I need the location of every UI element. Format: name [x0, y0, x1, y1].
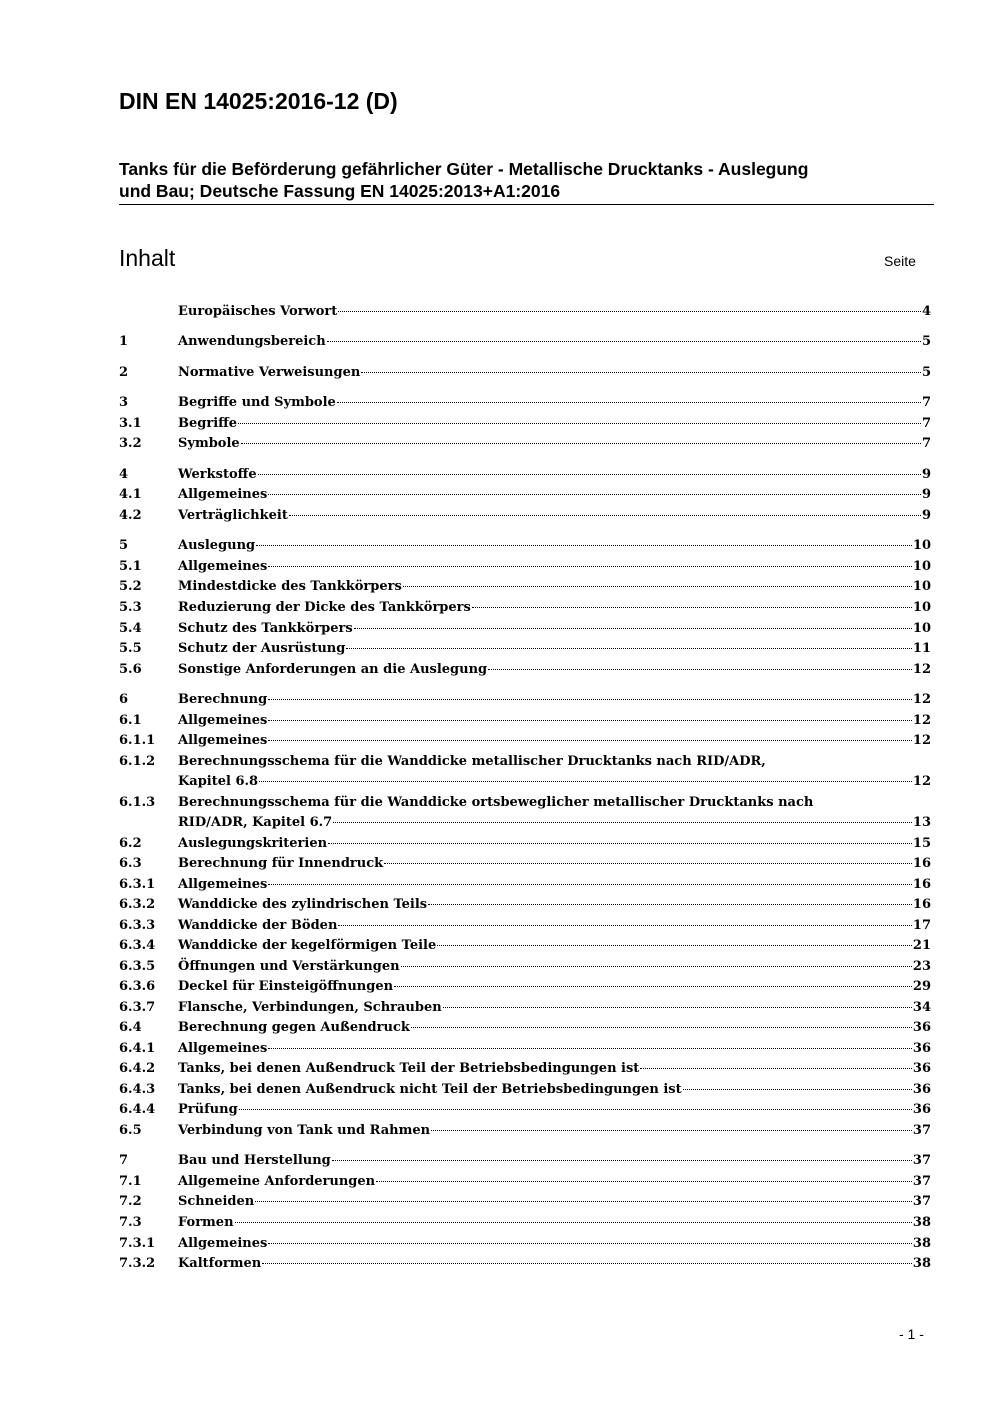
toc-entry-title: Verbindung von Tank und Rahmen: [178, 1123, 431, 1138]
toc-dot-leader: [262, 1263, 912, 1264]
toc-entry[interactable]: [119, 834, 931, 854]
toc-entry-number: 3.1: [119, 416, 142, 431]
toc-entry-number: 7.1: [119, 1174, 142, 1189]
toc-entry-page: 10: [912, 621, 931, 636]
toc-entry-title: Allgemeines: [178, 1041, 268, 1056]
toc-entry-title: Europäisches Vorwort: [178, 304, 338, 319]
toc-entry-number: 5.4: [119, 621, 142, 636]
toc-entry-title: Allgemeines: [178, 487, 268, 502]
toc-entry-body: [178, 302, 931, 322]
toc-entry-number: 6.4.2: [119, 1061, 156, 1076]
toc-entry-body: [178, 711, 931, 731]
toc-dot-leader: [437, 945, 912, 946]
toc-entry-body: [178, 332, 931, 352]
toc-entry-body: [178, 793, 931, 833]
toc-entry-title: Allgemeines: [178, 877, 268, 892]
toc-entry-title: Tanks, bei denen Außendruck Teil der Betriebsbedingungen ist: [178, 1061, 640, 1076]
toc-entry-title: Auslegungskriterien: [178, 836, 328, 851]
toc-dot-leader: [443, 1007, 912, 1008]
toc-entry-body: [178, 619, 931, 639]
toc-entry-page: 15: [912, 836, 931, 851]
toc-entry-number: 6.1.1: [119, 733, 156, 748]
toc-entry-body: [178, 854, 931, 874]
toc-entry-title: Allgemeines: [178, 733, 268, 748]
toc-dot-leader: [255, 1201, 912, 1202]
toc-entry[interactable]: [119, 619, 931, 639]
toc-entry-body: [178, 485, 931, 505]
toc-entry-page: 9: [921, 508, 931, 523]
toc-entry-body: [178, 1100, 931, 1120]
toc-entry-body: [178, 1059, 931, 1079]
toc-entry-title: Bau und Herstellung: [178, 1153, 331, 1168]
toc-entry[interactable]: [119, 1059, 931, 1079]
toc-entry-title: Verträglichkeit: [178, 508, 288, 523]
toc-dot-leader: [268, 720, 912, 721]
toc-entry-number: 3: [119, 395, 129, 410]
toc-dot-leader: [258, 474, 921, 475]
toc-entry-page: 5: [921, 365, 931, 380]
toc-entry-number: 6.3.1: [119, 877, 156, 892]
toc-entry-title: Flansche, Verbindungen, Schrauben: [178, 1000, 442, 1015]
toc-entry-page: 7: [921, 395, 931, 410]
toc-entry-page: 9: [921, 467, 931, 482]
toc-entry[interactable]: [119, 363, 931, 383]
toc-entry-title: Allgemeines: [178, 713, 268, 728]
toc-entry-body: [178, 557, 931, 577]
toc-dot-leader: [640, 1068, 912, 1069]
toc-entry-title: Berechnung: [178, 692, 268, 707]
toc-dot-leader: [256, 545, 912, 546]
toc-entry-body: [178, 393, 931, 413]
toc-entry-body: [178, 1254, 931, 1274]
toc-dot-leader: [238, 423, 921, 424]
toc-entry-number: 1: [119, 334, 129, 349]
toc-entry-title-continued: RID/ADR, Kapitel 6.7: [178, 815, 333, 830]
toc-entry[interactable]: [119, 1213, 931, 1233]
toc-entry-page: 16: [912, 897, 931, 912]
toc-entry-body: [178, 1192, 931, 1212]
toc-entry[interactable]: [119, 998, 931, 1018]
toc-entry-page: 11: [912, 641, 931, 656]
toc-entry-title: Werkstoffe: [178, 467, 257, 482]
toc-entry-body: [178, 414, 931, 434]
toc-entry-number: 6.4: [119, 1020, 142, 1035]
toc-entry-title: Wanddicke der kegelförmigen Teile: [178, 938, 437, 953]
toc-entry-title: Formen: [178, 1215, 234, 1230]
toc-entry-number: 6.4.3: [119, 1082, 156, 1097]
toc-dot-leader: [411, 1027, 912, 1028]
toc-entry-page: 36: [912, 1020, 931, 1035]
toc-entry[interactable]: [119, 414, 931, 434]
toc-entry-page: 4: [921, 304, 931, 319]
toc-entry-number: 6.4.4: [119, 1102, 156, 1117]
toc-dot-leader: [268, 884, 912, 885]
toc-entry-number: 6.4.1: [119, 1041, 156, 1056]
toc-entry[interactable]: [119, 1100, 931, 1120]
toc-entry-body: [178, 1234, 931, 1254]
toc-dot-leader: [259, 781, 912, 782]
toc-entry-number: 6.3.6: [119, 979, 156, 994]
toc-entry-number: 6.1.3: [119, 795, 156, 810]
toc-entry-number: 5.2: [119, 579, 142, 594]
toc-entry-page: 37: [912, 1153, 931, 1168]
toc-entry-title: Tanks, bei denen Außendruck nicht Teil der Betriebsbedingungen ist: [178, 1082, 682, 1097]
toc-entry[interactable]: [119, 1080, 931, 1100]
toc-entry[interactable]: [119, 752, 931, 792]
toc-entry-title-continued: Kapitel 6.8: [178, 774, 259, 789]
toc-dot-leader: [333, 822, 912, 823]
toc-entry-body: [178, 639, 931, 659]
toc-entry[interactable]: [119, 485, 931, 505]
document-title: DIN EN 14025:2016-12 (D): [119, 88, 398, 114]
toc-entry[interactable]: [119, 393, 931, 413]
toc-entry-continuation: [178, 772, 931, 792]
toc-entry-body: [178, 577, 931, 597]
toc-entry-title: Sonstige Anforderungen an die Auslegung: [178, 662, 488, 677]
toc-heading: Inhalt: [119, 245, 176, 271]
toc-entry-body: [178, 977, 931, 997]
toc-dot-leader: [683, 1089, 912, 1090]
toc-entry-title: Wanddicke des zylindrischen Teils: [178, 897, 428, 912]
toc-entry[interactable]: [119, 957, 931, 977]
toc-entry-body: [178, 598, 931, 618]
toc-dot-leader: [337, 402, 921, 403]
toc-entry-number: 5.1: [119, 559, 142, 574]
toc-entry-body: [178, 731, 931, 751]
toc-entry-number: 7.2: [119, 1194, 142, 1209]
toc-entry-page: 37: [912, 1123, 931, 1138]
toc-entry-body: [178, 363, 931, 383]
toc-entry[interactable]: [119, 506, 931, 526]
toc-entry-number: 6.2: [119, 836, 142, 851]
toc-entry-page: 10: [912, 579, 931, 594]
toc-entry-title: Normative Verweisungen: [178, 365, 361, 380]
toc-entry-page: 37: [912, 1194, 931, 1209]
toc-entry-title: Schutz der Ausrüstung: [178, 641, 346, 656]
toc-dot-leader: [328, 843, 912, 844]
toc-entry-number: 2: [119, 365, 129, 380]
toc-entry-body: [178, 957, 931, 977]
toc-dot-leader: [472, 607, 912, 608]
toc-entry-number: 3.2: [119, 436, 142, 451]
toc-entry[interactable]: [119, 793, 931, 833]
toc-entry[interactable]: [119, 1121, 931, 1141]
toc-entry-number: 6.3.5: [119, 959, 156, 974]
toc-dot-leader: [428, 904, 912, 905]
footer-page-number: - 1 -: [899, 1326, 924, 1342]
toc-entry-body: [178, 834, 931, 854]
toc-entry-page: 34: [912, 1000, 931, 1015]
toc-entry-page: 29: [912, 979, 931, 994]
toc-entry-page: 16: [912, 877, 931, 892]
toc-entry[interactable]: [119, 577, 931, 597]
toc-entry-number: 6.3: [119, 856, 142, 871]
toc-dot-leader: [431, 1130, 912, 1131]
toc-entry[interactable]: [119, 536, 931, 556]
toc-entry-title: Allgemeines: [178, 559, 268, 574]
toc-entry-number: 5.6: [119, 662, 142, 677]
toc-entry-title: Auslegung: [178, 538, 256, 553]
toc-entry[interactable]: [119, 302, 931, 322]
toc-entry-page: 10: [912, 600, 931, 615]
toc-entry-number: 6.5: [119, 1123, 142, 1138]
toc-entry-title: Schneiden: [178, 1194, 255, 1209]
toc-entry-body: [178, 434, 931, 454]
toc-entry-title: Berechnung für Innendruck: [178, 856, 384, 871]
toc-dot-leader: [268, 740, 912, 741]
toc-entry-body: [178, 916, 931, 936]
toc-entry-page: 5: [921, 334, 931, 349]
toc-entry[interactable]: [119, 1192, 931, 1212]
toc-dot-leader: [338, 311, 921, 312]
toc-entry[interactable]: [119, 1018, 931, 1038]
toc-entry-page: 38: [912, 1256, 931, 1271]
toc-entry[interactable]: [119, 1234, 931, 1254]
toc-entry-title: Berechnung gegen Außendruck: [178, 1020, 410, 1035]
toc-entry-title: Symbole: [178, 436, 240, 451]
toc-entry-page: 23: [912, 959, 931, 974]
toc-entry-number: 4: [119, 467, 129, 482]
toc-entry[interactable]: [119, 916, 931, 936]
toc-entry-body: [178, 895, 931, 915]
subtitle-line-1: Tanks für die Beförderung gefährlicher Güter - Metallische Drucktanks - Auslegung: [119, 159, 809, 179]
toc-entry[interactable]: [119, 854, 931, 874]
toc-entry-number: 6.3.2: [119, 897, 156, 912]
toc-entry-page: 7: [921, 416, 931, 431]
toc-entry[interactable]: [119, 936, 931, 956]
toc-entry-body: [178, 752, 931, 792]
toc-entry-body: [178, 506, 931, 526]
toc-dot-leader: [327, 341, 921, 342]
toc-entry-page: 38: [912, 1236, 931, 1251]
toc-entry-page: 38: [912, 1215, 931, 1230]
toc-entry-title: Begriffe und Symbole: [178, 395, 336, 410]
toc-dot-leader: [346, 648, 912, 649]
toc-entry-page: 12: [912, 713, 931, 728]
toc-entry-continuation: [178, 813, 931, 833]
toc-dot-leader: [384, 863, 912, 864]
toc-entry-page: 17: [912, 918, 931, 933]
toc-entry-number: 6.1: [119, 713, 142, 728]
toc-dot-leader: [401, 966, 912, 967]
toc-entry-title: Kaltformen: [178, 1256, 262, 1271]
toc-entry[interactable]: [119, 1172, 931, 1192]
toc-entry-number: 4.2: [119, 508, 142, 523]
toc-entry-body: [178, 1151, 931, 1171]
toc-entry-body: [178, 1121, 931, 1141]
toc-entry-page: 36: [912, 1061, 931, 1076]
toc-entry[interactable]: [119, 557, 931, 577]
toc-dot-leader: [403, 586, 912, 587]
toc-entry-number: 6.3.3: [119, 918, 156, 933]
page-column-label: Seite: [884, 253, 916, 269]
toc-entry-title: Begriffe: [178, 416, 238, 431]
toc-entry-page: 21: [912, 938, 931, 953]
toc-entry-page: 9: [921, 487, 931, 502]
toc-entry-title: Mindestdicke des Tankkörpers: [178, 579, 402, 594]
toc-dot-leader: [268, 566, 912, 567]
toc-entry-body: [178, 1018, 931, 1038]
toc-entry-title: Allgemeine Anforderungen: [178, 1174, 376, 1189]
toc-entry-number: 7.3: [119, 1215, 142, 1230]
toc-dot-leader: [376, 1181, 912, 1182]
toc-entry-title: Wanddicke der Böden: [178, 918, 338, 933]
toc-entry[interactable]: [119, 875, 931, 895]
toc-entry[interactable]: [119, 639, 931, 659]
toc-entry[interactable]: [119, 660, 931, 680]
toc-entry-body: [178, 1213, 931, 1233]
toc-entry[interactable]: [119, 1151, 931, 1171]
toc-dot-leader: [488, 669, 912, 670]
toc-dot-leader: [268, 699, 912, 700]
toc-dot-leader: [394, 986, 912, 987]
toc-entry-title: Reduzierung der Dicke des Tankkörpers: [178, 600, 471, 615]
toc-entry-page: 7: [921, 436, 931, 451]
toc-entry-page: 10: [912, 559, 931, 574]
toc-entry-body: [178, 465, 931, 485]
toc-entry[interactable]: [119, 711, 931, 731]
toc-entry-title: Deckel für Einsteigöffnungen: [178, 979, 394, 994]
toc-entry-number: 6.1.2: [119, 754, 156, 769]
toc-entry-body: [178, 660, 931, 680]
toc-entry[interactable]: [119, 731, 931, 751]
toc-dot-leader: [239, 1109, 912, 1110]
toc-entry[interactable]: [119, 332, 931, 352]
toc-entry[interactable]: [119, 690, 931, 710]
toc-entry-body: [178, 875, 931, 895]
toc-entry[interactable]: [119, 465, 931, 485]
toc-entry-number: 6.3.4: [119, 938, 156, 953]
subtitle-line-2: und Bau; Deutsche Fassung EN 14025:2013+A1:2016: [119, 181, 561, 201]
toc-entry-body: [178, 536, 931, 556]
toc-entry-number: 5: [119, 538, 129, 553]
toc-entry-page: 12: [912, 774, 931, 789]
toc-entry-page: 36: [912, 1102, 931, 1117]
toc-entry-body: [178, 1172, 931, 1192]
toc-dot-leader: [235, 1222, 912, 1223]
toc-dot-leader: [268, 494, 921, 495]
toc-entry-page: 10: [912, 538, 931, 553]
toc-dot-leader: [332, 1160, 912, 1161]
toc-entry-number: 7: [119, 1153, 129, 1168]
toc-entry[interactable]: [119, 895, 931, 915]
toc-entry[interactable]: [119, 977, 931, 997]
toc-entry-body: [178, 690, 931, 710]
table-of-contents: [119, 0, 931, 1403]
toc-entry-page: 36: [912, 1082, 931, 1097]
toc-entry-number: 5.3: [119, 600, 142, 615]
toc-dot-leader: [241, 443, 921, 444]
toc-dot-leader: [361, 372, 921, 373]
toc-entry-body: [178, 998, 931, 1018]
toc-dot-leader: [268, 1243, 912, 1244]
toc-entry-page: 12: [912, 692, 931, 707]
toc-dot-leader: [289, 515, 921, 516]
toc-entry[interactable]: [119, 1039, 931, 1059]
toc-entry-title: Prüfung: [178, 1102, 238, 1117]
toc-entry-number: 6: [119, 692, 129, 707]
toc-entry-title: Berechnungsschema für die Wanddicke metallischer Drucktanks nach RID/ADR,: [178, 754, 766, 769]
toc-entry-page: 36: [912, 1041, 931, 1056]
toc-entry-number: 7.3.1: [119, 1236, 156, 1251]
toc-entry-body: [178, 936, 931, 956]
toc-entry-number: 4.1: [119, 487, 142, 502]
toc-entry-page: 37: [912, 1174, 931, 1189]
toc-entry-title: Anwendungsbereich: [178, 334, 326, 349]
toc-entry-number: 5.5: [119, 641, 142, 656]
toc-entry-title: Öffnungen und Verstärkungen: [178, 959, 400, 974]
toc-entry-number: 6.3.7: [119, 1000, 156, 1015]
toc-dot-leader: [354, 628, 912, 629]
toc-entry-page: 12: [912, 733, 931, 748]
toc-entry-page: 16: [912, 856, 931, 871]
toc-entry[interactable]: [119, 1254, 931, 1274]
toc-entry[interactable]: [119, 434, 931, 454]
toc-entry[interactable]: [119, 598, 931, 618]
toc-entry-page: 12: [912, 662, 931, 677]
toc-entry-number: 7.3.2: [119, 1256, 156, 1271]
toc-entry-title: Schutz des Tankkörpers: [178, 621, 353, 636]
toc-dot-leader: [338, 925, 912, 926]
toc-entry-page: 13: [912, 815, 931, 830]
toc-entry-title: Berechnungsschema für die Wanddicke ortsbeweglicher metallischer Drucktanks nach: [178, 795, 814, 810]
toc-entry-body: [178, 1080, 931, 1100]
toc-entry-body: [178, 1039, 931, 1059]
toc-dot-leader: [268, 1048, 912, 1049]
toc-entry-title: Allgemeines: [178, 1236, 268, 1251]
